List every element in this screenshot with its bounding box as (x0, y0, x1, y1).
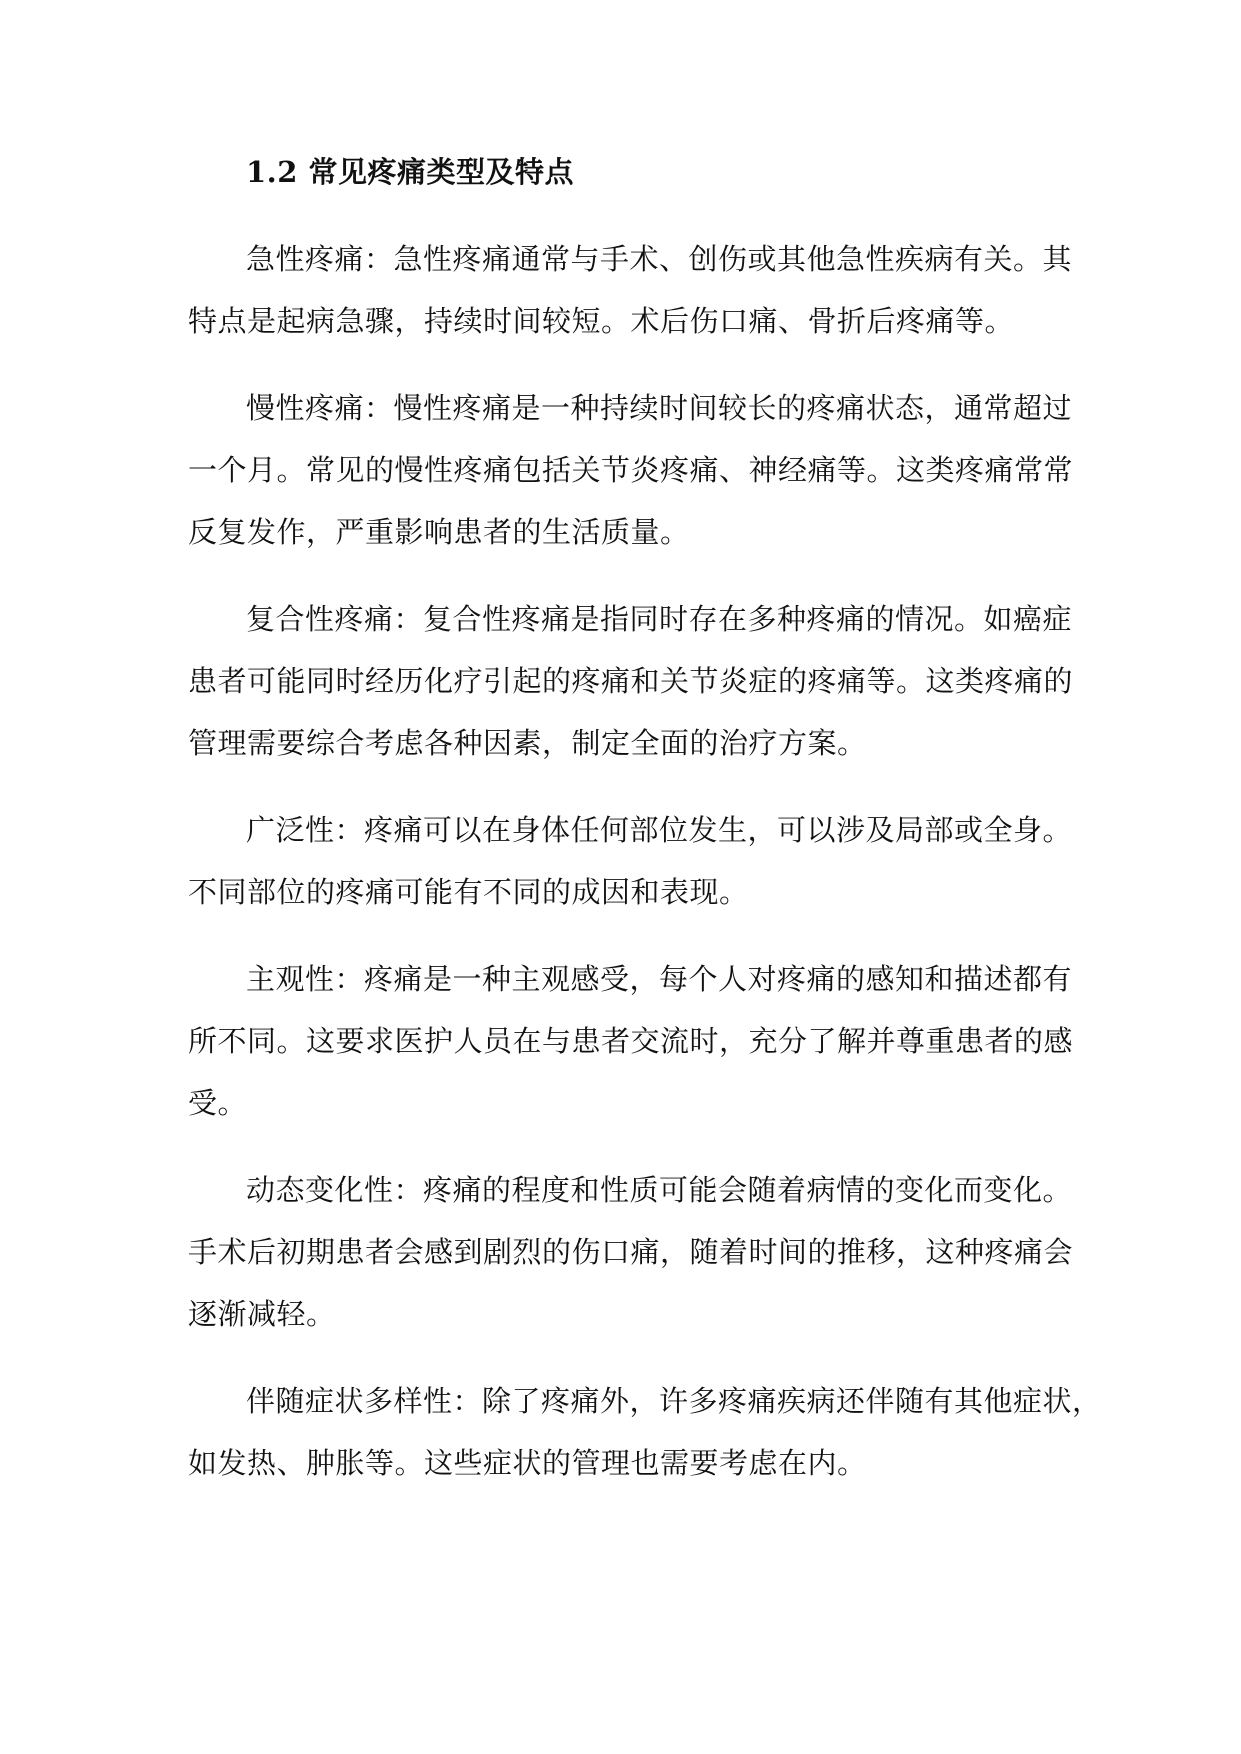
paragraph-subjective (188, 948, 1074, 1134)
paragraph-line: 管理需要综合考虑各种因素，制定全面的治疗方案。 (188, 726, 867, 760)
paragraph-gap (188, 563, 1058, 588)
paragraph-line: 特点是起病急骤，持续时间较短。术后伤口痛、骨折后疼痛等。 (188, 304, 1015, 338)
paragraph-line: 如发热、肿胀等。这些症状的管理也需要考虑在内。 (188, 1446, 867, 1480)
paragraph-line: 广泛性：疼痛可以在身体任何部位发生，可以涉及局部或全身。 (246, 813, 1073, 847)
document-body (188, 141, 1102, 1494)
paragraph-line: 手术后初期患者会感到剧烈的伤口痛，随着时间的推移，这种疼痛会 (188, 1235, 1074, 1269)
paragraph-accompanying-symptoms (188, 1370, 1102, 1494)
paragraph-line: 不同部位的疼痛可能有不同的成因和表现。 (188, 875, 749, 909)
paragraph-widespread (188, 799, 1073, 923)
paragraph-complex-pain (188, 588, 1074, 774)
paragraph-line: 复合性疼痛：复合性疼痛是指同时存在多种疼痛的情况。如癌症 (246, 602, 1073, 636)
paragraph-line: 逐渐减轻。 (188, 1297, 336, 1331)
paragraph-dynamic (188, 1159, 1074, 1345)
paragraph-line: 慢性疼痛：慢性疼痛是一种持续时间较长的疼痛状态，通常超过 (246, 391, 1073, 425)
paragraph-gap (188, 1134, 1058, 1159)
paragraph-line: 一个月。常见的慢性疼痛包括关节炎疼痛、神经痛等。这类疼痛常常 (188, 453, 1074, 487)
paragraph-line: 受。 (188, 1086, 248, 1120)
paragraph-line: 患者可能同时经历化疗引起的疼痛和关节炎症的疼痛等。这类疼痛的 (188, 664, 1074, 698)
paragraph-gap (188, 1345, 1058, 1370)
paragraph-acute-pain (188, 228, 1073, 352)
paragraph-gap (188, 352, 1058, 377)
paragraph-gap (188, 774, 1058, 799)
paragraph-line: 主观性：疼痛是一种主观感受，每个人对疼痛的感知和描述都有 (246, 962, 1073, 996)
heading-gap (188, 203, 1058, 228)
paragraph-gap (188, 923, 1058, 948)
paragraph-line: 急性疼痛：急性疼痛通常与手术、创伤或其他急性疾病有关。其 (246, 242, 1073, 276)
section-heading: 1.2 常见疼痛类型及特点 (246, 155, 575, 189)
paragraph-chronic-pain (188, 377, 1074, 563)
paragraph-line: 反复发作，严重影响患者的生活质量。 (188, 515, 690, 549)
paragraph-line: 动态变化性：疼痛的程度和性质可能会随着病情的变化而变化。 (246, 1173, 1073, 1207)
paragraph-line: 所不同。这要求医护人员在与患者交流时，充分了解并尊重患者的感 (188, 1024, 1074, 1058)
paragraph-line: 伴随症状多样性：除了疼痛外，许多疼痛疾病还伴随有其他症状， (246, 1384, 1102, 1418)
